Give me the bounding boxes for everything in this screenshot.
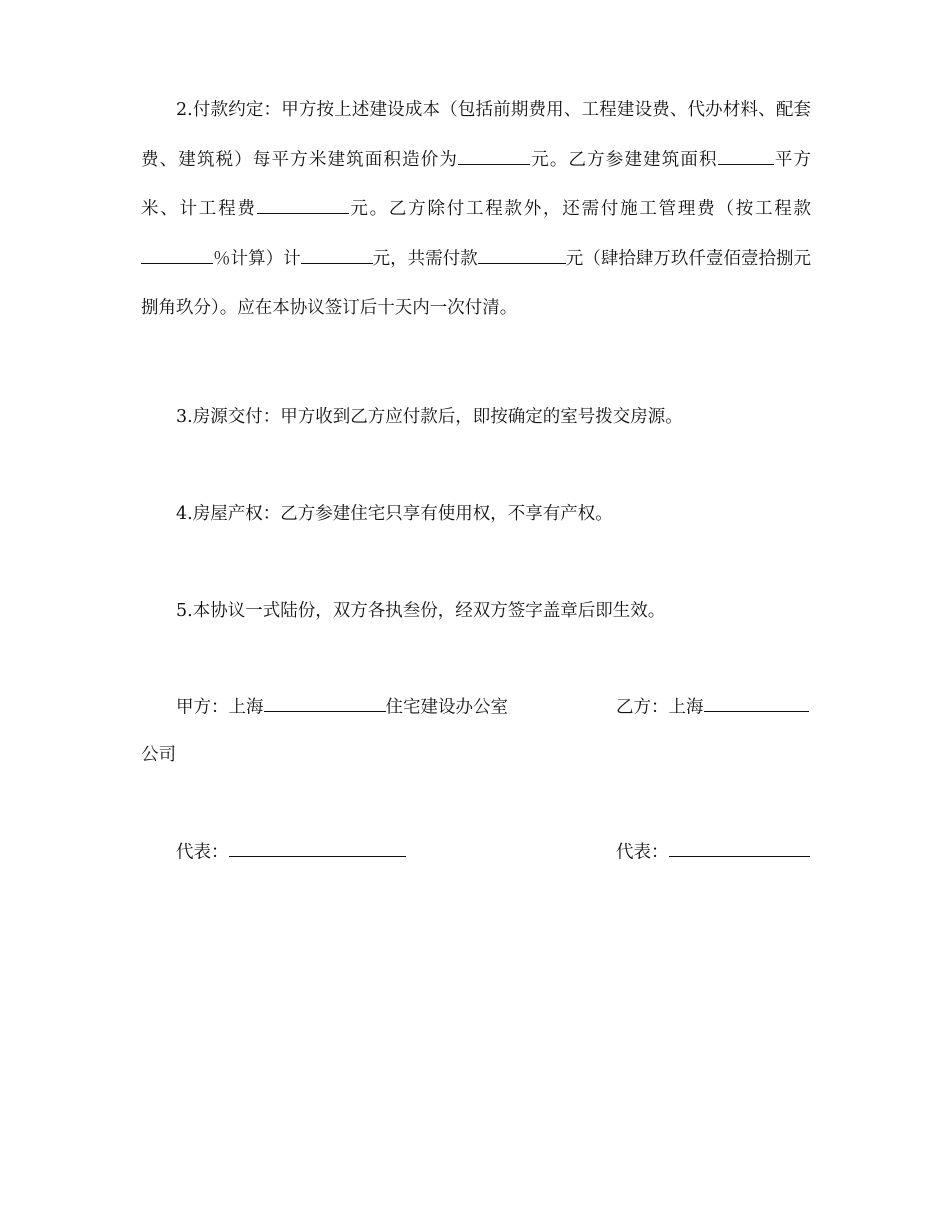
party-a-prefix: 甲方：上海 [176,697,264,718]
party-a-line [176,693,508,718]
party-b-rep-blank[interactable] [669,838,810,857]
clause-2-text-6: 元（肆拾肆万玖仟壹佰壹拾捌元捌角玖分）。应在本协议签订后十天内一次付清。 [141,248,812,318]
party-b-line [616,693,809,718]
party-b-name-blank[interactable] [704,693,809,712]
party-b-suffix: 公司 [141,745,176,765]
party-a-representative [176,838,406,863]
clause-3-delivery: 3.房源交付：甲方收到乙方应付款后，即按确定的室号拨交房源。 [176,407,683,427]
total-payment-blank[interactable] [478,244,566,263]
management-fee-percent-blank[interactable] [141,244,213,263]
party-a-rep-label: 代表： [176,842,229,863]
clause-2-text-1: 元。乙方参建建筑面积 [530,149,718,170]
clause-4-ownership: 4.房屋产权：乙方参建住宅只享有使用权，不享有产权。 [176,504,613,524]
construction-fee-blank[interactable] [257,195,349,214]
party-a-name-blank[interactable] [264,693,386,712]
clause-2-text-5: 元，共需付款 [372,248,478,269]
clause-5-effect: 5.本协议一式陆份，双方各执叁份，经双方签字盖章后即生效。 [176,601,666,621]
party-a-rep-blank[interactable] [229,838,406,857]
clause-2-lead: 2.付款约定：甲方按上述建设成本（包括前期费用、工程建设费、代办材料、配套费、建筑税）每平方米建筑面积造价为 [141,100,811,170]
clause-2-text-4: ％计算）计 [213,248,301,269]
area-blank[interactable] [718,145,774,164]
party-b-prefix: 乙方：上海 [616,697,704,718]
clause-2-text-2: 平方米、计工程费 [141,149,812,219]
party-b-representative [616,838,810,863]
unit-price-blank[interactable] [458,145,530,164]
clause-2-payment [141,86,811,334]
clause-2-text-3: 元。乙方除付工程款外，还需付施工管理费（按工程款 [348,199,812,219]
management-fee-blank[interactable] [301,244,373,263]
party-b-rep-label: 代表： [616,842,669,863]
party-a-suffix: 住宅建设办公室 [385,697,508,718]
